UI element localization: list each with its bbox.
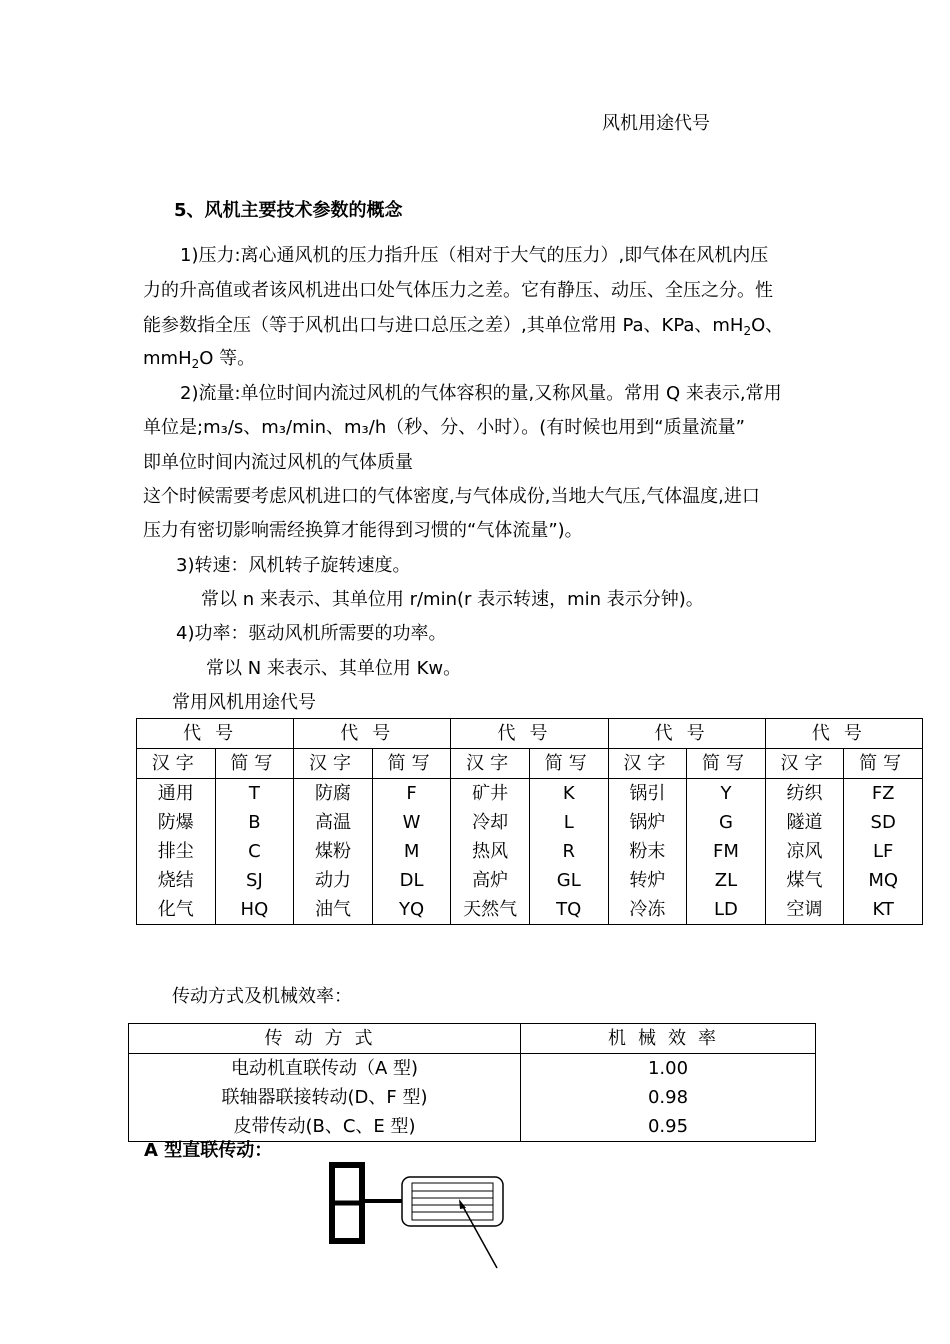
code-hanzi: 排尘 bbox=[137, 837, 216, 866]
code-abbr: FM bbox=[687, 837, 766, 866]
code-hanzi: 锅引 bbox=[608, 779, 687, 809]
code-hanzi: 纺织 bbox=[765, 779, 844, 809]
group-header: 代号 bbox=[183, 723, 248, 744]
table-row bbox=[137, 837, 923, 866]
code-abbr: FZ bbox=[844, 779, 923, 809]
code-abbr: M bbox=[372, 837, 451, 866]
power-line-1: 4)功率：驱动风机所需要的功率。 bbox=[176, 623, 447, 644]
drive-method: 电动机直联传动（A 型) bbox=[129, 1054, 521, 1084]
code-abbr: KT bbox=[844, 895, 923, 925]
page-title: 风机用途代号 bbox=[602, 113, 710, 134]
code-abbr: W bbox=[372, 808, 451, 837]
fan-usage-codes-table bbox=[136, 718, 923, 925]
pressure-line-1: 1)压力:离心通风机的压力指升压（相对于大气的压力）,即气体在风机内压 bbox=[180, 245, 769, 266]
drive-table-caption: 传动方式及机械效率： bbox=[172, 986, 352, 1007]
pressure-line-3: 能参数指全压（等于风机出口与进口总压之差）,其单位常用 Pa、KPa、$mH_2O$、 bbox=[143, 315, 784, 338]
col-efficiency: 机械效率 bbox=[608, 1028, 728, 1049]
code-abbr: R bbox=[529, 837, 608, 866]
col-hanzi: 汉字 bbox=[151, 753, 200, 774]
code-hanzi: 煤气 bbox=[765, 866, 844, 895]
motor-body bbox=[412, 1183, 493, 1220]
col-hanzi: 汉字 bbox=[466, 753, 515, 774]
pointer-arrowhead bbox=[459, 1199, 466, 1209]
code-hanzi: 冷冻 bbox=[608, 895, 687, 925]
section-heading: 5、风机主要技术参数的概念 bbox=[174, 200, 403, 221]
group-header: 代号 bbox=[654, 723, 719, 744]
flow-line-5: 压力有密切影响需经换算才能得到习惯的“气体流量”)。 bbox=[143, 520, 583, 541]
flow-line-3: 即单位时间内流过风机的气体质量 bbox=[143, 452, 413, 473]
flow-line-1: 2)流量:单位时间内流过风机的气体容积的量,又称风量。常用 Q 来表示,常用 bbox=[180, 383, 782, 404]
code-abbr: L bbox=[529, 808, 608, 837]
code-abbr: Y bbox=[687, 779, 766, 809]
code-hanzi: 冷却 bbox=[451, 808, 530, 837]
code-abbr: SJ bbox=[215, 866, 294, 895]
drive-efficiency: 1.00 bbox=[521, 1054, 816, 1084]
col-method: 传动方式 bbox=[264, 1028, 385, 1049]
code-abbr: LD bbox=[687, 895, 766, 925]
code-hanzi: 空调 bbox=[765, 895, 844, 925]
a-type-drive-diagram bbox=[320, 1155, 520, 1275]
speed-line-1: 3)转速：风机转子旋转速度。 bbox=[176, 555, 411, 576]
flow-line-4: 这个时候需要考虑风机进口的气体密度,与气体成份,当地大气压,气体温度,进口 bbox=[143, 486, 760, 507]
code-abbr: MQ bbox=[844, 866, 923, 895]
code-hanzi: 化气 bbox=[137, 895, 216, 925]
code-abbr: C bbox=[215, 837, 294, 866]
code-abbr: HQ bbox=[215, 895, 294, 925]
col-abbr: 简写 bbox=[544, 753, 593, 774]
power-line-2: 常以 N 来表示、其单位用 Kw。 bbox=[206, 658, 462, 679]
drive-method: 皮带传动(B、C、E 型) bbox=[129, 1112, 521, 1142]
drive-efficiency: 0.95 bbox=[521, 1112, 816, 1142]
table-row bbox=[129, 1083, 816, 1112]
code-hanzi: 油气 bbox=[294, 895, 373, 925]
motor-shape bbox=[402, 1177, 503, 1226]
code-abbr: LF bbox=[844, 837, 923, 866]
pressure-line-4: mmH$_2$O 等。 bbox=[143, 348, 256, 371]
col-abbr: 简写 bbox=[387, 753, 436, 774]
code-hanzi: 动力 bbox=[294, 866, 373, 895]
code-hanzi: 高温 bbox=[294, 808, 373, 837]
code-abbr: SD bbox=[844, 808, 923, 837]
col-abbr: 简写 bbox=[859, 753, 908, 774]
code-abbr: T bbox=[215, 779, 294, 809]
code-abbr: ZL bbox=[687, 866, 766, 895]
code-abbr: B bbox=[215, 808, 294, 837]
code-hanzi: 热风 bbox=[451, 837, 530, 866]
code-hanzi: 凉风 bbox=[765, 837, 844, 866]
col-hanzi: 汉字 bbox=[780, 753, 829, 774]
code-abbr: GL bbox=[529, 866, 608, 895]
code-hanzi: 防腐 bbox=[294, 779, 373, 809]
col-abbr: 简写 bbox=[230, 753, 279, 774]
flow-line-2: 单位是;m₃/s、m₃/min、m₃/h（秒、分、小时）。(有时候也用到“质量流量” bbox=[143, 417, 745, 438]
speed-line-2: 常以 n 来表示、其单位用 r/min(r 表示转速，min 表示分钟)。 bbox=[201, 589, 704, 610]
code-abbr: K bbox=[529, 779, 608, 809]
code-hanzi: 高炉 bbox=[451, 866, 530, 895]
code-hanzi: 天然气 bbox=[451, 895, 530, 925]
code-abbr: DL bbox=[372, 866, 451, 895]
code-hanzi: 通用 bbox=[137, 779, 216, 809]
drive-efficiency: 0.98 bbox=[521, 1083, 816, 1112]
table-row bbox=[129, 1054, 816, 1084]
col-hanzi: 汉字 bbox=[308, 753, 357, 774]
code-hanzi: 防爆 bbox=[137, 808, 216, 837]
code-hanzi: 转炉 bbox=[608, 866, 687, 895]
group-header: 代号 bbox=[340, 723, 405, 744]
drive-efficiency-table bbox=[128, 1023, 816, 1142]
code-abbr: F bbox=[372, 779, 451, 809]
drive-method: 联轴器联接转动(D、F 型) bbox=[129, 1083, 521, 1112]
code-hanzi: 锅炉 bbox=[608, 808, 687, 837]
code-abbr: G bbox=[687, 808, 766, 837]
code-hanzi: 粉末 bbox=[608, 837, 687, 866]
table-row bbox=[137, 779, 923, 809]
col-hanzi: 汉字 bbox=[623, 753, 672, 774]
code-hanzi: 烧结 bbox=[137, 866, 216, 895]
group-header: 代号 bbox=[811, 723, 876, 744]
group-header: 代号 bbox=[497, 723, 562, 744]
col-abbr: 简写 bbox=[701, 753, 750, 774]
codes-table-caption: 常用风机用途代号 bbox=[172, 692, 316, 713]
table-row bbox=[137, 895, 923, 925]
code-hanzi: 煤粉 bbox=[294, 837, 373, 866]
a-type-label: A 型直联传动： bbox=[144, 1140, 273, 1161]
table-row bbox=[137, 808, 923, 837]
table-row bbox=[137, 866, 923, 895]
pointer-line bbox=[461, 1203, 497, 1268]
code-abbr: TQ bbox=[529, 895, 608, 925]
pressure-line-2: 力的升高值或者该风机进出口处气体压力之差。它有静压、动压、全压之分。性 bbox=[143, 280, 773, 301]
code-hanzi: 隧道 bbox=[765, 808, 844, 837]
code-abbr: YQ bbox=[372, 895, 451, 925]
code-hanzi: 矿井 bbox=[451, 779, 530, 809]
